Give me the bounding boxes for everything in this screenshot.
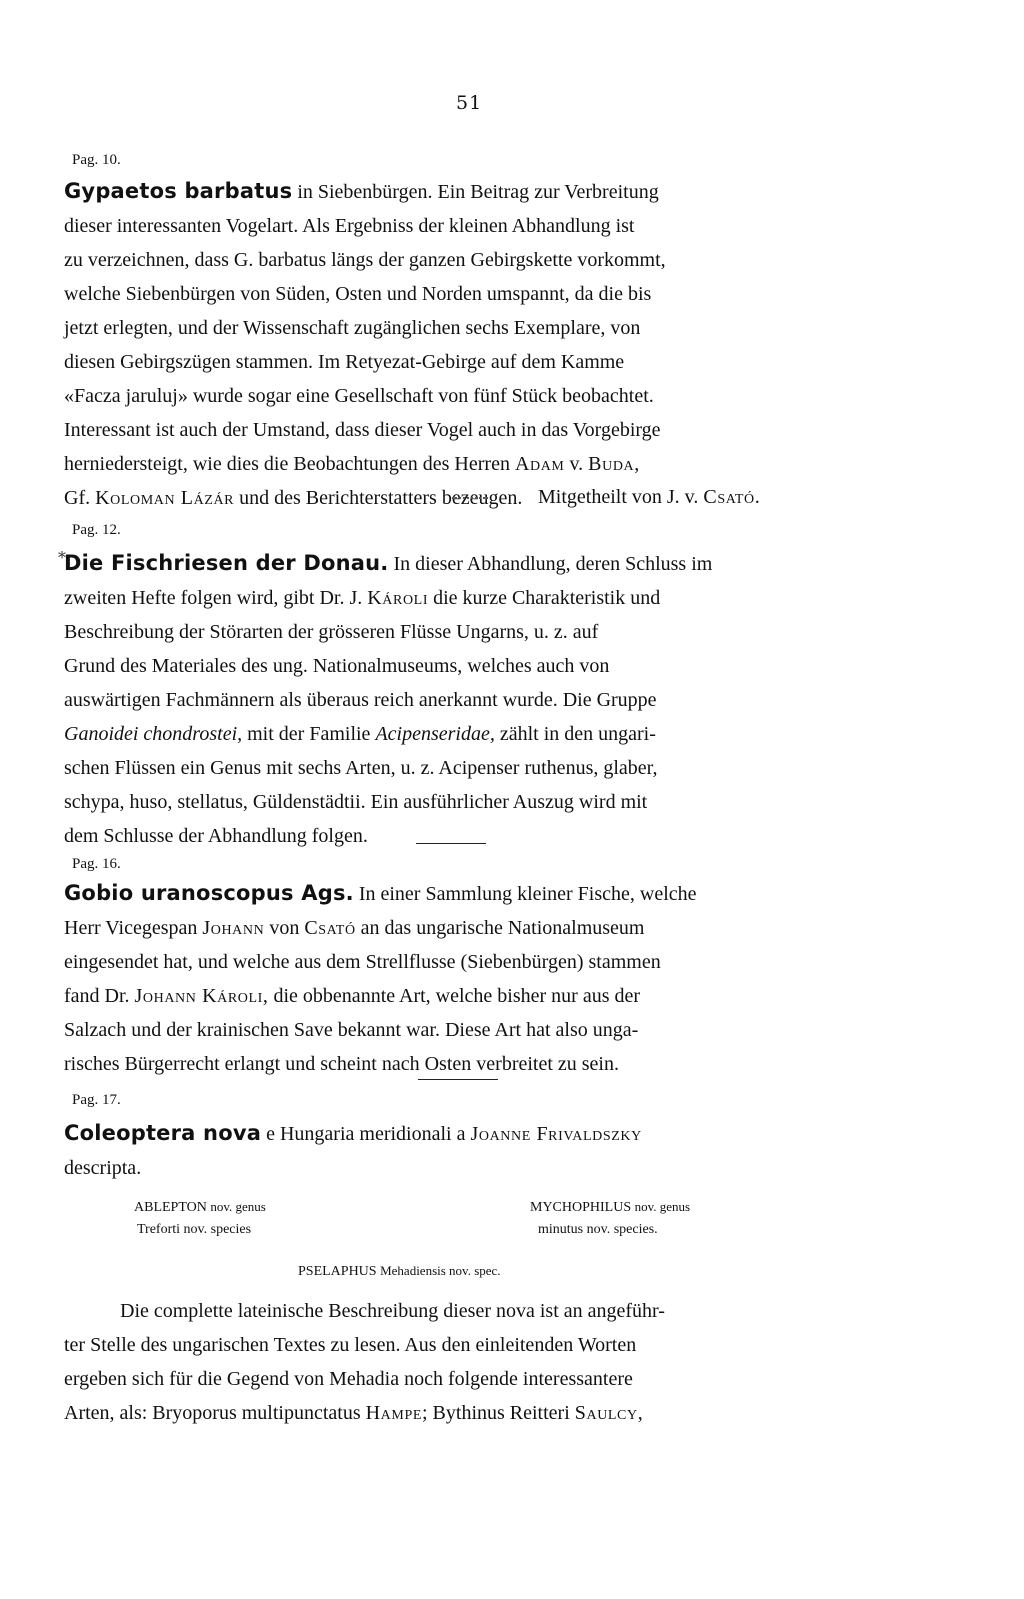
text-span: In dieser Abhandlung, deren Schluss im [393,553,713,575]
section-1-paragraph [64,174,864,515]
text-span: zählt in den ungari- [499,723,656,745]
text-span: Herr Vicegespan [64,917,198,939]
text-line: zu verzeichnen, dass G. barbatus längs der ganzen Gebirgskette vorkommt, [64,249,666,271]
text-line [134,1196,266,1219]
text-line: dem Schlusse der Abhandlung folgen. [64,825,368,847]
section-3-paragraph [64,876,864,1081]
taxon-name: Acipenseridae, [375,723,495,745]
text-line [530,1196,690,1219]
text-span: von [269,917,300,939]
person-name: Koloman Lázár [95,487,235,509]
person-name: Joanne Frivaldszky [470,1123,642,1145]
text-line [64,876,864,911]
text-line: Interessant ist auch der Umstand, dass dieser Vogel auch in das Vorgebirge [64,419,661,441]
text-line [64,546,864,581]
text-line: Beschreibung der Störarten der grösseren Flüsse Ungarns, u. z. auf [64,621,599,643]
section-3-pag: Pag. 16. [72,856,121,872]
text-line [64,911,864,945]
person-name: Saulcy, [574,1402,644,1424]
genus-ablepton [134,1196,266,1241]
person-name: Adam [514,453,565,475]
genus-name: MYCHOPHILUS [530,1200,632,1215]
text-span: Mitgetheilt von J. v. [538,486,699,508]
asterisk-mark: * [58,548,66,567]
text-line [64,581,864,615]
section-1-title: Gypaetos barbatus [64,179,293,203]
section-4-pag: Pag. 17. [72,1092,121,1108]
section-2-title: Die Fischriesen der Donau. [64,551,389,575]
text-line [64,1116,864,1151]
section-divider [416,843,486,844]
section-4-paragraph [64,1294,864,1430]
signature-line [538,486,760,509]
text-span: ; Bythinus Reitteri [421,1402,570,1424]
person-name: Károli [367,587,429,609]
section-3-title: Gobio uranoscopus Ags. [64,881,354,905]
section-2-pag: Pag. 12. [72,522,121,538]
text-span: Gf. [64,487,91,509]
page-number: 51 [456,92,483,114]
text-span: e Hungaria meridionali a [266,1123,466,1145]
genus-name: PSELAPHUS [298,1264,377,1279]
person-name: Csató [304,917,356,939]
section-divider [418,1079,498,1080]
text-line: auswärtigen Fachmännern als überaus reich anerkannt wurde. Die Gruppe [64,689,657,711]
taxon-name: Ganoidei chondrostei, [64,723,243,745]
text-span: an das ungarische Nationalmuseum [360,917,645,939]
section-1-pag: Pag. 10. [72,152,121,168]
dotted-mark [452,497,488,499]
text-line: dieser interessanten Vogelart. Als Ergebniss der kleinen Abhandlung ist [64,215,635,237]
text-line [64,174,864,209]
section-4-title: Coleoptera nova [64,1121,262,1145]
document-page [58,0,864,1599]
genus-pselaphus [298,1260,501,1283]
text-line [64,717,864,751]
text-span: fand Dr. [64,985,130,1007]
text-line: Salzach und der krainischen Save bekannt war. Diese Art hat also unga- [64,1019,639,1041]
text-line: ter Stelle des ungarischen Textes zu lesen. Aus den einleitenden Worten [64,1334,637,1356]
text-span: In einer Sammlung kleiner Fische, welche [358,883,697,905]
person-name: Csató. [703,486,761,508]
text-line: descripta. [64,1157,142,1179]
text-line: Die complette lateinische Beschreibung dieser nova ist an angeführ- [120,1300,665,1322]
text-span: die obbenannte Art, welche bisher nur aus der [273,985,641,1007]
text-line: schypa, huso, stellatus, Güldenstädtii. Ein ausführlicher Auszug wird mit [64,791,648,813]
text-span: zweiten Hefte folgen wird, gibt Dr. J. [64,587,363,609]
text-line: ergeben sich für die Gegend von Mehadia noch folgende interessantere [64,1368,633,1390]
person-name: Hampe [365,1402,422,1424]
text-line [64,979,864,1013]
section-2-paragraph [64,546,864,853]
genus-tag: nov. genus [634,1199,691,1214]
text-span: und des Berichterstatters bezeugen. [239,487,523,509]
text-span: herniedersteigt, wie dies die Beobachtungen des Herren [64,453,510,475]
text-line: eingesendet hat, und welche aus dem Strellflusse (Siebenbürgen) stammen [64,951,661,973]
text-span: Arten, als: Bryoporus multipunctatus [64,1402,361,1424]
text-line: jetzt erlegten, und der Wissenschaft zugänglichen sechs Exemplare, von [64,317,641,339]
text-line: «Facza jaruluj» wurde sogar eine Gesellschaft von fünf Stück beobachtet. [64,385,654,407]
person-name: Johann [202,917,265,939]
text-line [64,447,864,481]
species-line: Treforti nov. species [137,1222,252,1237]
text-line [64,1396,864,1430]
text-span: die kurze Charakteristik und [433,587,661,609]
text-span: mit der Familie [247,723,371,745]
text-line: diesen Gebirgszügen stammen. Im Retyezat-Gebirge auf dem Kamme [64,351,625,373]
species-line: Mehadiensis nov. spec. [380,1263,501,1278]
species-line: minutus nov. species. [538,1222,658,1237]
genus-mychophilus [530,1196,690,1241]
text-line: risches Bürgerrecht erlangt und scheint nach Osten verbreitet zu sein. [64,1053,619,1075]
person-name: Buda, [588,453,640,475]
text-line: Grund des Materiales des ung. Nationalmuseums, welches auch von [64,655,610,677]
text-span: v. [569,453,584,475]
person-name: Johann Károli, [134,985,269,1007]
genus-tag: nov. genus [210,1199,266,1214]
genus-name: ABLEPTON [134,1200,207,1215]
text-line: schen Flüssen ein Genus mit sechs Arten, u. z. Acipenser ruthenus, glaber, [64,757,658,779]
section-4-heading [64,1116,864,1185]
text-span: in Siebenbürgen. Ein Beitrag zur Verbreitung [297,181,659,203]
text-line: welche Siebenbürgen von Süden, Osten und Norden umspannt, da die bis [64,283,652,305]
